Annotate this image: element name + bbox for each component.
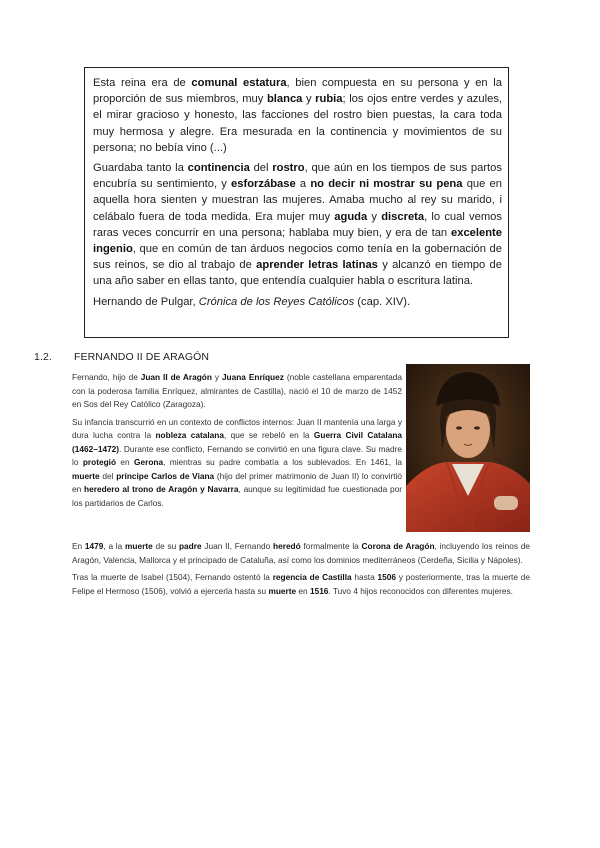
bold-text-run: protegió: [82, 457, 117, 467]
body-paragraph-4: [72, 571, 530, 598]
section-title: FERNANDO II DE ARAGÓN: [74, 351, 210, 363]
text-run: En: [72, 541, 85, 551]
bold-text-run: discreta: [381, 210, 425, 223]
bold-text-run: continencia: [187, 162, 250, 175]
bold-text-run: padre: [178, 541, 202, 551]
text-run: Fernando, hijo de: [72, 372, 141, 382]
bold-text-run: muerte: [125, 541, 153, 551]
text-run: , a la: [103, 541, 126, 551]
text-run: , que se rebeló en la: [223, 430, 314, 440]
text-run: . Tuvo 4 hijos reconocidos con diferentes mujeres.: [328, 585, 513, 596]
text-run: , bien compuesta en su persona y en la proporción de sus miembros, muy: [93, 77, 502, 106]
bold-text-run: rostro: [272, 162, 305, 175]
text-run: de su: [152, 541, 179, 551]
bold-text-run: no decir ni mostrar su pena: [310, 178, 463, 191]
text-run: en: [296, 585, 310, 596]
text-run: formalmente la: [300, 541, 362, 551]
text-run: Juan II, Fernando: [201, 541, 274, 551]
text-run: ; los ojos entre verdes y azules, el mirar gracioso y honesto, las facciones del rostro bien puestas, la cara toda muy hermosa y alegre. Era mesurada en la continencia y movimientos de su persona; no bebía vino (...): [93, 93, 503, 154]
text-run: (hijo del primer matrimonio de Juan II) lo convirtió en: [72, 470, 403, 494]
quote-box: [84, 67, 509, 338]
text-run: y alcanzó en tiempo de una año saber en ellas tanto, que entendía cualquier habla o escritura latina.: [93, 259, 502, 288]
body-paragraph-2: [72, 416, 402, 511]
text-run: Tras la muerte de Isabel (1504), Fernando ostentó la: [72, 572, 273, 582]
section-number: 1.2.: [34, 351, 52, 363]
bold-text-run: aprender letras latinas: [256, 259, 378, 272]
text-run: Guardaba tanto la: [93, 162, 188, 175]
section-heading: [34, 351, 209, 363]
body-paragraph-1: [72, 371, 402, 412]
bold-text-run: Juana Enríquez: [221, 372, 284, 382]
text-run: (noble castellana emparentada con la poderosa familia Enríquez, almirantes de Castilla), nació el 10 de marzo de 1452 en Sos del Rey Católico (Zaragoza).: [72, 372, 402, 409]
bold-text-run: Gerona: [134, 457, 164, 467]
text-run: y: [211, 372, 222, 382]
body-paragraph-3: [72, 540, 530, 567]
body-intro-block: [72, 371, 402, 514]
bold-text-run: rubia: [315, 93, 343, 106]
text-run: , mientras su padre combatía a los sublevados. En 1461, la: [163, 457, 403, 467]
bold-text-run: muerte: [268, 585, 297, 596]
text-run: y: [302, 93, 316, 106]
text-run: del: [99, 470, 117, 481]
bold-text-run: regencia de Castilla: [272, 572, 352, 582]
body-full-block: [72, 540, 530, 602]
text-run: que en aquella hora sienten y muestran las mujeres. Amaba mucho al rey su marido, i celábalo fuera de toda medida. Era mujer muy: [93, 178, 502, 223]
bold-text-run: blanca: [266, 93, 303, 106]
bold-text-run: nobleza catalana: [155, 430, 224, 440]
text-run: en: [116, 457, 135, 467]
bold-text-run: Corona de Aragón: [361, 541, 435, 551]
text-run: . Durante ese conflicto, Fernando se convirtió en una figura clave. Su madre lo: [72, 443, 402, 467]
bold-text-run: comunal estatura: [191, 77, 287, 89]
bold-text-run: 1506: [377, 572, 397, 582]
portrait-ferdinand-image: [406, 364, 530, 532]
quote-paragraph-1: [93, 75, 502, 156]
text-run: Esta reina era de: [93, 77, 192, 89]
text-run: del: [249, 162, 273, 175]
text-run: , incluyendo los reinos de Aragón, Valencia, Mallorca y el principado de Cataluña, así como los dominios mediterráneos (Cerdeña, Sicilia y Nápoles).: [72, 541, 530, 565]
bold-text-run: esforzábase: [231, 178, 296, 191]
quote-attribution: [93, 294, 502, 310]
bold-text-run: Juan II de Aragón: [140, 372, 212, 382]
text-run: y: [367, 210, 382, 223]
bold-text-run: heredó: [273, 541, 301, 551]
bold-text-run: muerte: [72, 470, 100, 481]
bold-text-run: 1479: [84, 541, 104, 551]
text-run: a: [295, 178, 311, 191]
bold-text-run: 1516: [309, 585, 329, 596]
text-run: , que en común de tan árduos negocios como tenía en la gobernación de sus reinos, se dio al trabajo de: [93, 243, 502, 272]
text-run: y posteriormente, tras la muerte de Felipe el Hermoso (1506), volvió a ejercerla hasta su: [72, 572, 530, 596]
text-run: Su infancia transcurrió en un contexto de conflictos internos: Juan II mantenía una larga y dura lucha contra la: [72, 416, 402, 440]
text-run: , aunque su legitimidad fue cuestionada por los partidarios de Carlos.: [72, 484, 402, 508]
italic-text-run: Crónica de los Reyes Católicos: [198, 295, 355, 308]
bold-text-run: excelente ingenio: [93, 226, 502, 256]
bold-text-run: aguda: [334, 210, 368, 223]
bold-text-run: Guerra Civil Catalana (1462–1472): [72, 430, 402, 454]
text-run: , lo cual vemos raras veces concurrir en una persona; hablaba muy bien, y era de tan: [93, 210, 502, 239]
bold-text-run: heredero al trono de Aragón y Navarra: [84, 484, 239, 494]
text-run: hasta: [351, 572, 378, 582]
text-run: (cap. XIV).: [354, 295, 411, 308]
quote-paragraph-2: [93, 160, 502, 290]
text-run: , que aún en los tiempos de sus partos encubría su sentimiento, y: [93, 162, 502, 191]
bold-text-run: príncipe Carlos de Viana: [116, 470, 215, 481]
text-run: Hernando de Pulgar,: [93, 295, 199, 308]
